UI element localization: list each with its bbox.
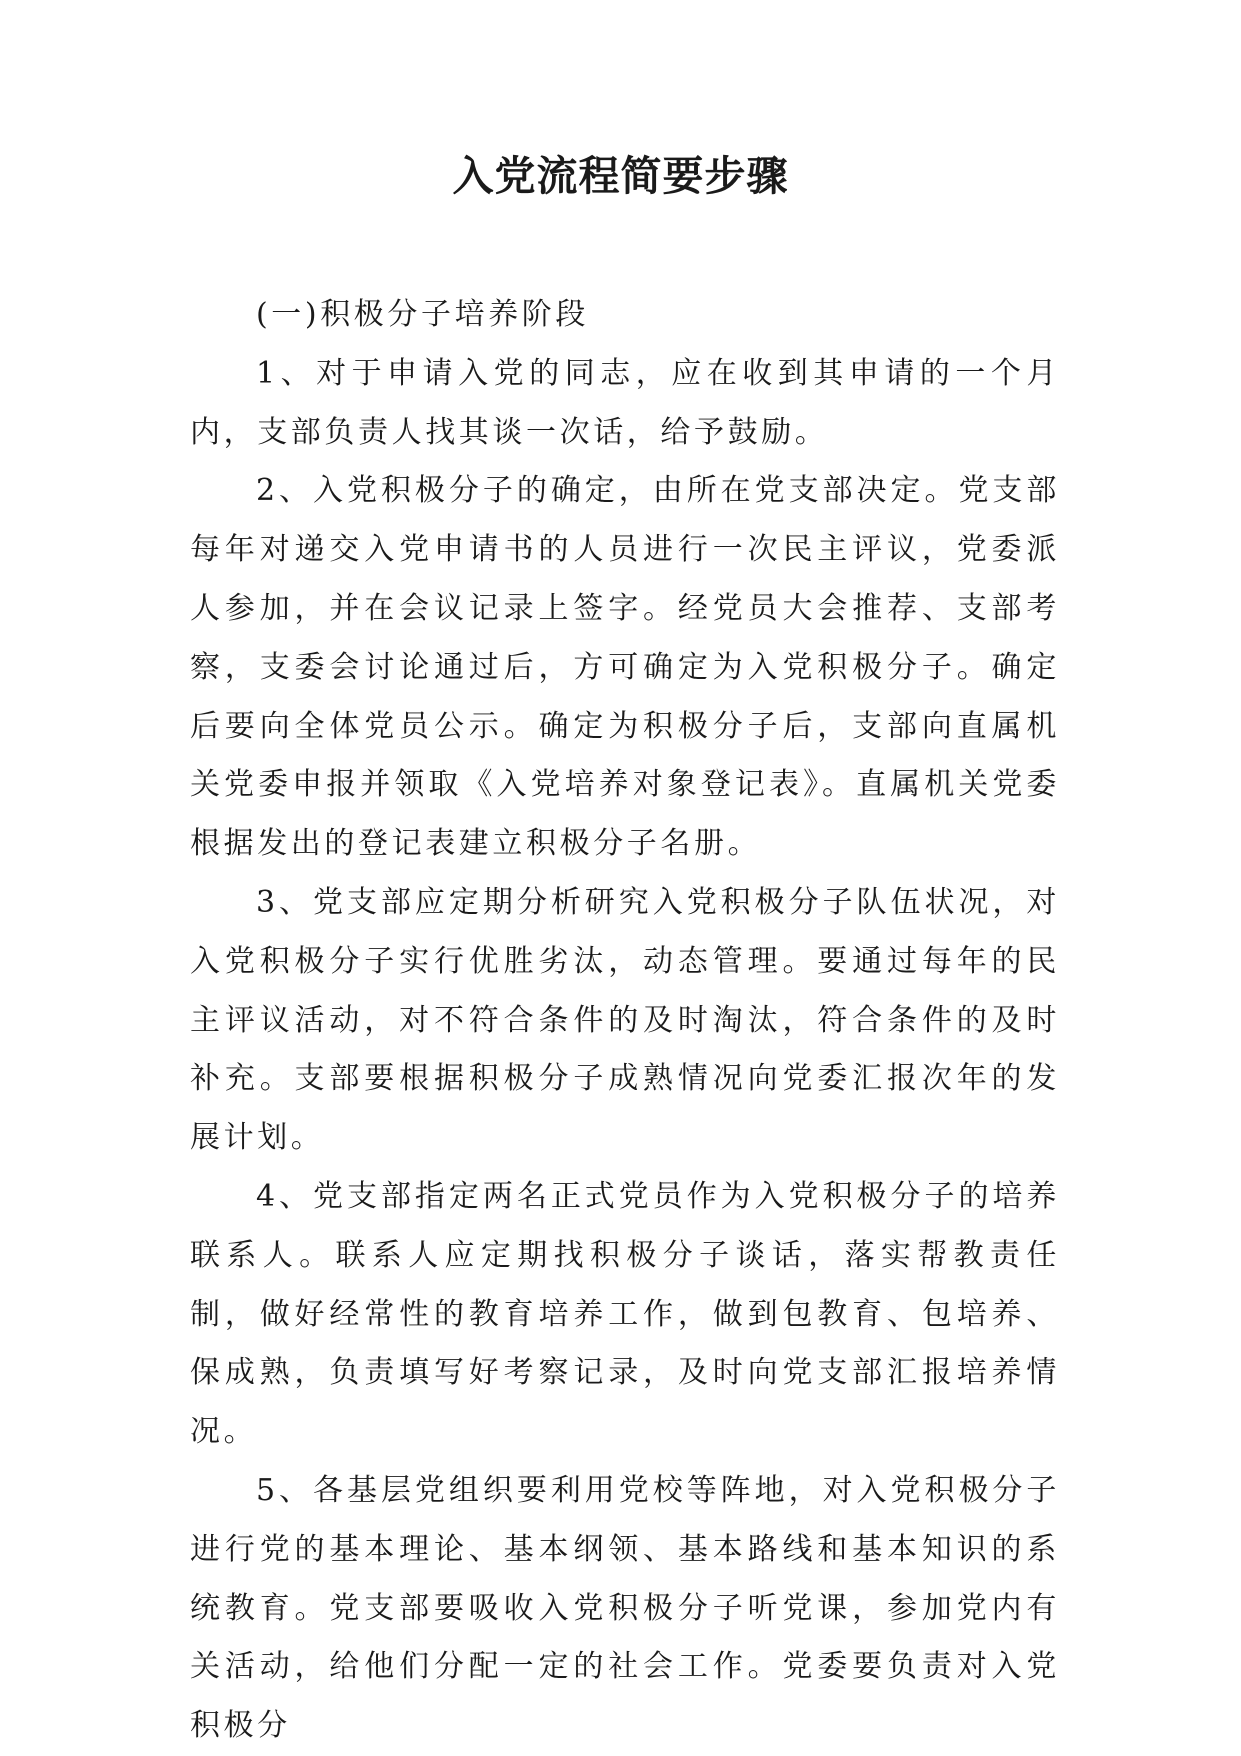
document-title: 入党流程简要步骤 (452, 152, 789, 200)
paragraph-4: 4、党支部指定两名正式党员作为入党积极分子的培养联系人。联系人应定期找积极分子谈话，落实帮教责任制，做好经常性的教育培养工作，做到包教育、包培养、保成熟，负责填写好考察记录，及时向党支部汇报培养情况。 (190, 1178, 1060, 1450)
paragraph-1: 1、对于申请入党的同志，应在收到其申请的一个月内，支部负责人找其谈一次话，给予鼓励。 (190, 355, 1060, 450)
paragraph-3: 3、党支部应定期分析研究入党积极分子队伍状况，对入党积极分子实行优胜劣汰，动态管理。要通过每年的民主评议活动，对不符合条件的及时淘汰，符合条件的及时补充。支部要根据积极分子成熟情况向党委汇报次年的发展计划。 (190, 884, 1060, 1156)
paragraph-5: 5、各基层党组织要利用党校等阵地，对入党积极分子进行党的基本理论、基本纲领、基本路线和基本知识的系统教育。党支部要吸收入党积极分子听党课，参加党内有关活动，给他们分配一定的社会工作。党委要负责对入党积极分 (190, 1472, 1060, 1744)
section-heading: (一)积极分子培养阶段 (256, 297, 590, 332)
paragraph-2: 2、入党积极分子的确定，由所在党支部决定。党支部每年对递交入党申请书的人员进行一次民主评议，党委派人参加，并在会议记录上签字。经党员大会推荐、支部考察，支委会讨论通过后，方可确定为入党积极分子。确定后要向全体党员公示。确定为积极分子后，支部向直属机关党委申报并领取《入党培养对象登记表》。直属机关党委根据发出的登记表建立积极分子名册。 (190, 473, 1060, 862)
document-body (190, 286, 1060, 1756)
